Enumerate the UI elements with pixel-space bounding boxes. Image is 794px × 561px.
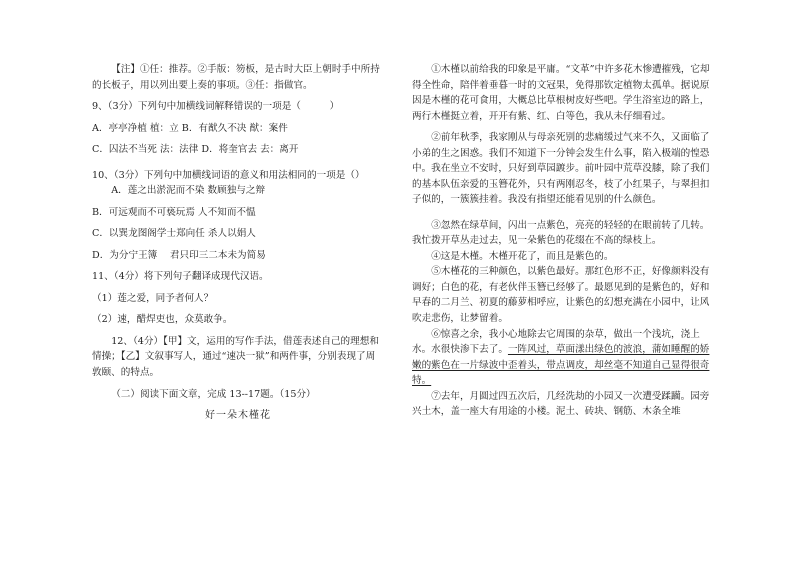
paragraph-7: ⑦去年，月圆过四五次后，几经洗劫的小园又一次遭受蹂躏。园旁兴土木，盖一座大有用途的小楼。泥土、砖块、钢筋、木条全堆 — [412, 390, 710, 418]
paragraph-6 — [412, 327, 712, 389]
question-10-stem: 10、（3分）下列句中加横线词语的意义和用法相同的一项是（） — [92, 169, 365, 181]
paragraph-1: ①木槿以前给我的印象是平庸。“文革”中许多花木惨遭摧残，它却得全性命，陪伴着垂暮一时的文冠果，免得那钦定植物太孤单。据说原因是木槿的花可食用，大概总比草根树皮好些吧。学生浴室边的路上，两行木槿挺立着，开开有紫、红、白等色，我从未仔细看过。 — [412, 64, 710, 122]
paragraph-6-start: ⑥惊喜之余，我小心地除去它周围的杂草，做出一个浅坑，浇上水。水很快渗下去了。 — [412, 328, 700, 356]
right-column — [412, 62, 712, 420]
paragraph-2: ②前年秋季，我家刚从与母亲死别的悲痛缓过气来不久，又面临了小弟的生之困惑。我们不知道下一分钟会发生什么事，陷入极端的惶恐中。我在坐立不安时，只好到草园踱步。前叶园中荒草没膝，除了我们的基本队伍亲爱的玉簪花外，只有两刚忍冬，枝了小红果子，与翠担扣子似的，一簇簇挂着。我没有指望还能看见别的什么颜色。 — [412, 132, 710, 206]
question-9-option-ab: A．亭亭净植 植：立 B．有猷久不决 猷：案件 — [92, 122, 288, 134]
question-9-stem: 9、（3分）下列句中加横线词解释错误的一项是（ ） — [92, 101, 340, 113]
paragraph-4: ④这是木槿。木槿开花了，而且是紫色的。 — [431, 250, 614, 262]
question-11-sentence-2: （2）速，醋焊吏也，众莫敢争。 — [92, 314, 233, 326]
paragraph-3: ③忽然在绿草间，闪出一点紫色，亮亮的轻轻的在眼前转了几转。我忙拨开草丛走过去，见一朵紫色的花缀在不高的绿枝上。 — [412, 219, 710, 247]
question-12-text: 12、（4分）【甲】文，运用的写作手法，借莲表述自己的理想和情操；【乙】文叙事写人，通过“速决一狱”和两件事，分别表现了周敦颐、的特点。 — [92, 335, 379, 378]
reading-section-heading: （二）阅读下面文章，完成 13--17题。（15分） — [111, 388, 316, 400]
question-9-option-cd: C．囚法不当死 法：法律 D．将奎官去 去：离开 — [92, 144, 299, 156]
question-10-option-c: C．以巽龙图阁学士郑向任 杀人以娟人 — [92, 228, 256, 240]
question-11-sentence-1: （1）莲之爱，同予者何人？ — [92, 292, 214, 304]
left-column — [92, 62, 384, 424]
paragraph-6-underlined-sentence: 一阵风过，草面漾出绿色的波浪，蒲如睡醒的娇嫩的紫色在一片绿波中歪着头，带点调皮，却丝毫不知道自己显得很奇特。 — [412, 344, 710, 387]
question-10-option-b: B．可远观而不可亵玩焉 人不知而不愠 — [92, 206, 256, 218]
note-text: 【注】①任：推荐。②手版：笏板，是古时大臣上朝时手中所持的长板子，用以列出要上奏的事项。③任：指做官。 — [92, 64, 380, 91]
paragraph-5: ⑤木槿花的三种颜色，以紫色最好。那红色形不正，好像颜料没有调好；白色的花，有老伙伴玉簪已经够了。最愿见到的是紫色的，好和早春的二月兰、初夏的藤萝相呼应，让紫色的幻想充满在小园中，让风吹走悲伤，让梦留着。 — [412, 266, 710, 324]
question-10-option-a: A．莲之出淤泥而不染 数顾独与之辩 — [111, 185, 266, 197]
article-title: 好一朵木槿花 — [205, 410, 271, 422]
question-10-option-d: D．为分宁王簿 君只印三二本未为简易 — [92, 249, 266, 261]
question-11-stem: 11、（4分）将下列句子翻译成现代汉语。 — [92, 271, 269, 283]
